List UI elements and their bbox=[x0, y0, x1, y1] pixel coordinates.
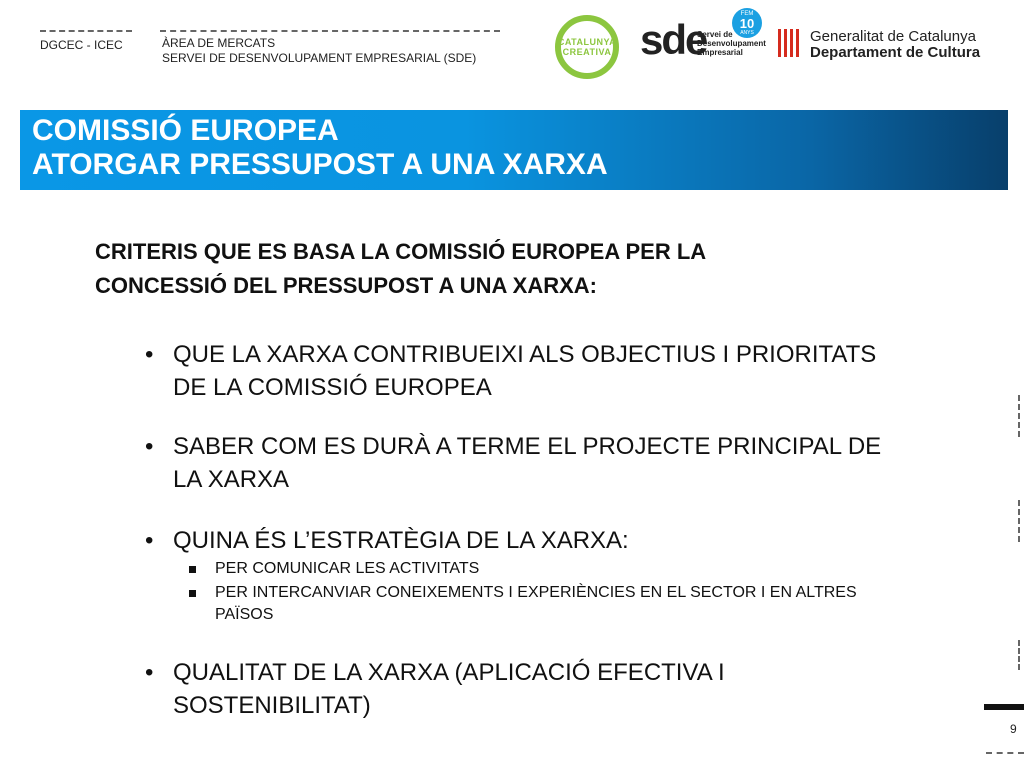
page-number: 9 bbox=[1010, 722, 1017, 736]
header-divider-left bbox=[40, 30, 132, 32]
bullet-line: SOSTENIBILITAT) bbox=[173, 692, 371, 719]
logo-cc-text-2: CREATIVA bbox=[562, 47, 612, 57]
title-banner bbox=[20, 110, 1008, 190]
side-divider bbox=[1018, 640, 1020, 670]
bullet-dot-icon: • bbox=[145, 341, 154, 368]
sub-bullet-line: PER INTERCANVIAR CONEIXEMENTS I EXPERIÈNCIES EN EL SECTOR I EN ALTRES bbox=[215, 584, 857, 601]
sde-logo: sde bbox=[640, 16, 707, 63]
bullet-line: QUE LA XARXA CONTRIBUEIXI ALS OBJECTIUS I PRIORITATS bbox=[173, 341, 877, 368]
badge-bottom: ANYS bbox=[740, 29, 754, 36]
bullet-item bbox=[145, 524, 629, 557]
sub-bullet-line: PAÏSOS bbox=[215, 606, 274, 623]
badge-number: 10 bbox=[739, 15, 755, 31]
bullet-dot-icon: • bbox=[145, 659, 154, 686]
bullet-item bbox=[145, 338, 877, 404]
subtitle-line-2: CONCESSIÓ DEL PRESSUPOST A UNA XARXA: bbox=[95, 273, 597, 298]
logo-cc-text-1: CATALUNYA bbox=[557, 37, 617, 47]
sde-sub-line-2: Desenvolupament bbox=[697, 39, 766, 48]
square-bullet-icon bbox=[189, 566, 196, 573]
anniversary-badge bbox=[732, 8, 762, 38]
sub-bullet-line: PER COMUNICAR LES ACTIVITATS bbox=[215, 560, 480, 577]
sub-bullet-item bbox=[215, 582, 857, 626]
bullet-line: QUALITAT DE LA XARXA (APLICACIÓ EFECTIVA I bbox=[173, 659, 725, 686]
gencat-line-2: Departament de Cultura bbox=[810, 44, 981, 61]
bullet-line: QUINA ÉS L’ESTRATÈGIA DE LA XARXA: bbox=[173, 527, 629, 554]
area-line-1: ÀREA DE MERCATS bbox=[162, 36, 276, 50]
bullet-line: LA XARXA bbox=[173, 466, 290, 493]
bullet-dot-icon: • bbox=[145, 433, 154, 460]
gencat-line-1: Generalitat de Catalunya bbox=[810, 28, 976, 45]
org-code: DGCEC - ICEC bbox=[40, 38, 123, 52]
subtitle-line-1: CRITERIS QUE ES BASA LA COMISSIÓ EUROPEA PER LA bbox=[95, 239, 707, 264]
bullet-line: DE LA COMISSIÓ EUROPEA bbox=[173, 374, 492, 401]
bullet-item bbox=[145, 656, 725, 722]
banner-title-line-1: COMISSIÓ EUROPEA bbox=[32, 114, 339, 147]
side-divider bbox=[1018, 395, 1020, 437]
section-subtitle bbox=[95, 235, 915, 303]
sde-sub-line-1: Servei de bbox=[697, 30, 733, 39]
banner-title-line-2: ATORGAR PRESSUPOST A UNA XARXA bbox=[32, 148, 608, 181]
side-divider bbox=[1018, 500, 1020, 542]
header-divider-right bbox=[160, 30, 500, 32]
footer-divider bbox=[986, 752, 1024, 754]
bullet-line: SABER COM ES DURÀ A TERME EL PROJECTE PRINCIPAL DE bbox=[173, 433, 882, 460]
bullet-dot-icon: • bbox=[145, 527, 154, 554]
sde-sub-line-3: Empresarial bbox=[697, 48, 743, 57]
sub-bullet-item bbox=[215, 558, 479, 580]
gencat-flag-icon bbox=[778, 29, 802, 57]
badge-top: FEM bbox=[740, 10, 754, 17]
bullet-item bbox=[145, 430, 882, 496]
footer-bar bbox=[984, 704, 1024, 710]
area-line-2: SERVEI DE DESENVOLUPAMENT EMPRESARIAL (SDE) bbox=[162, 51, 477, 65]
square-bullet-icon bbox=[189, 590, 196, 597]
catalunya-creativa-logo bbox=[555, 15, 619, 79]
